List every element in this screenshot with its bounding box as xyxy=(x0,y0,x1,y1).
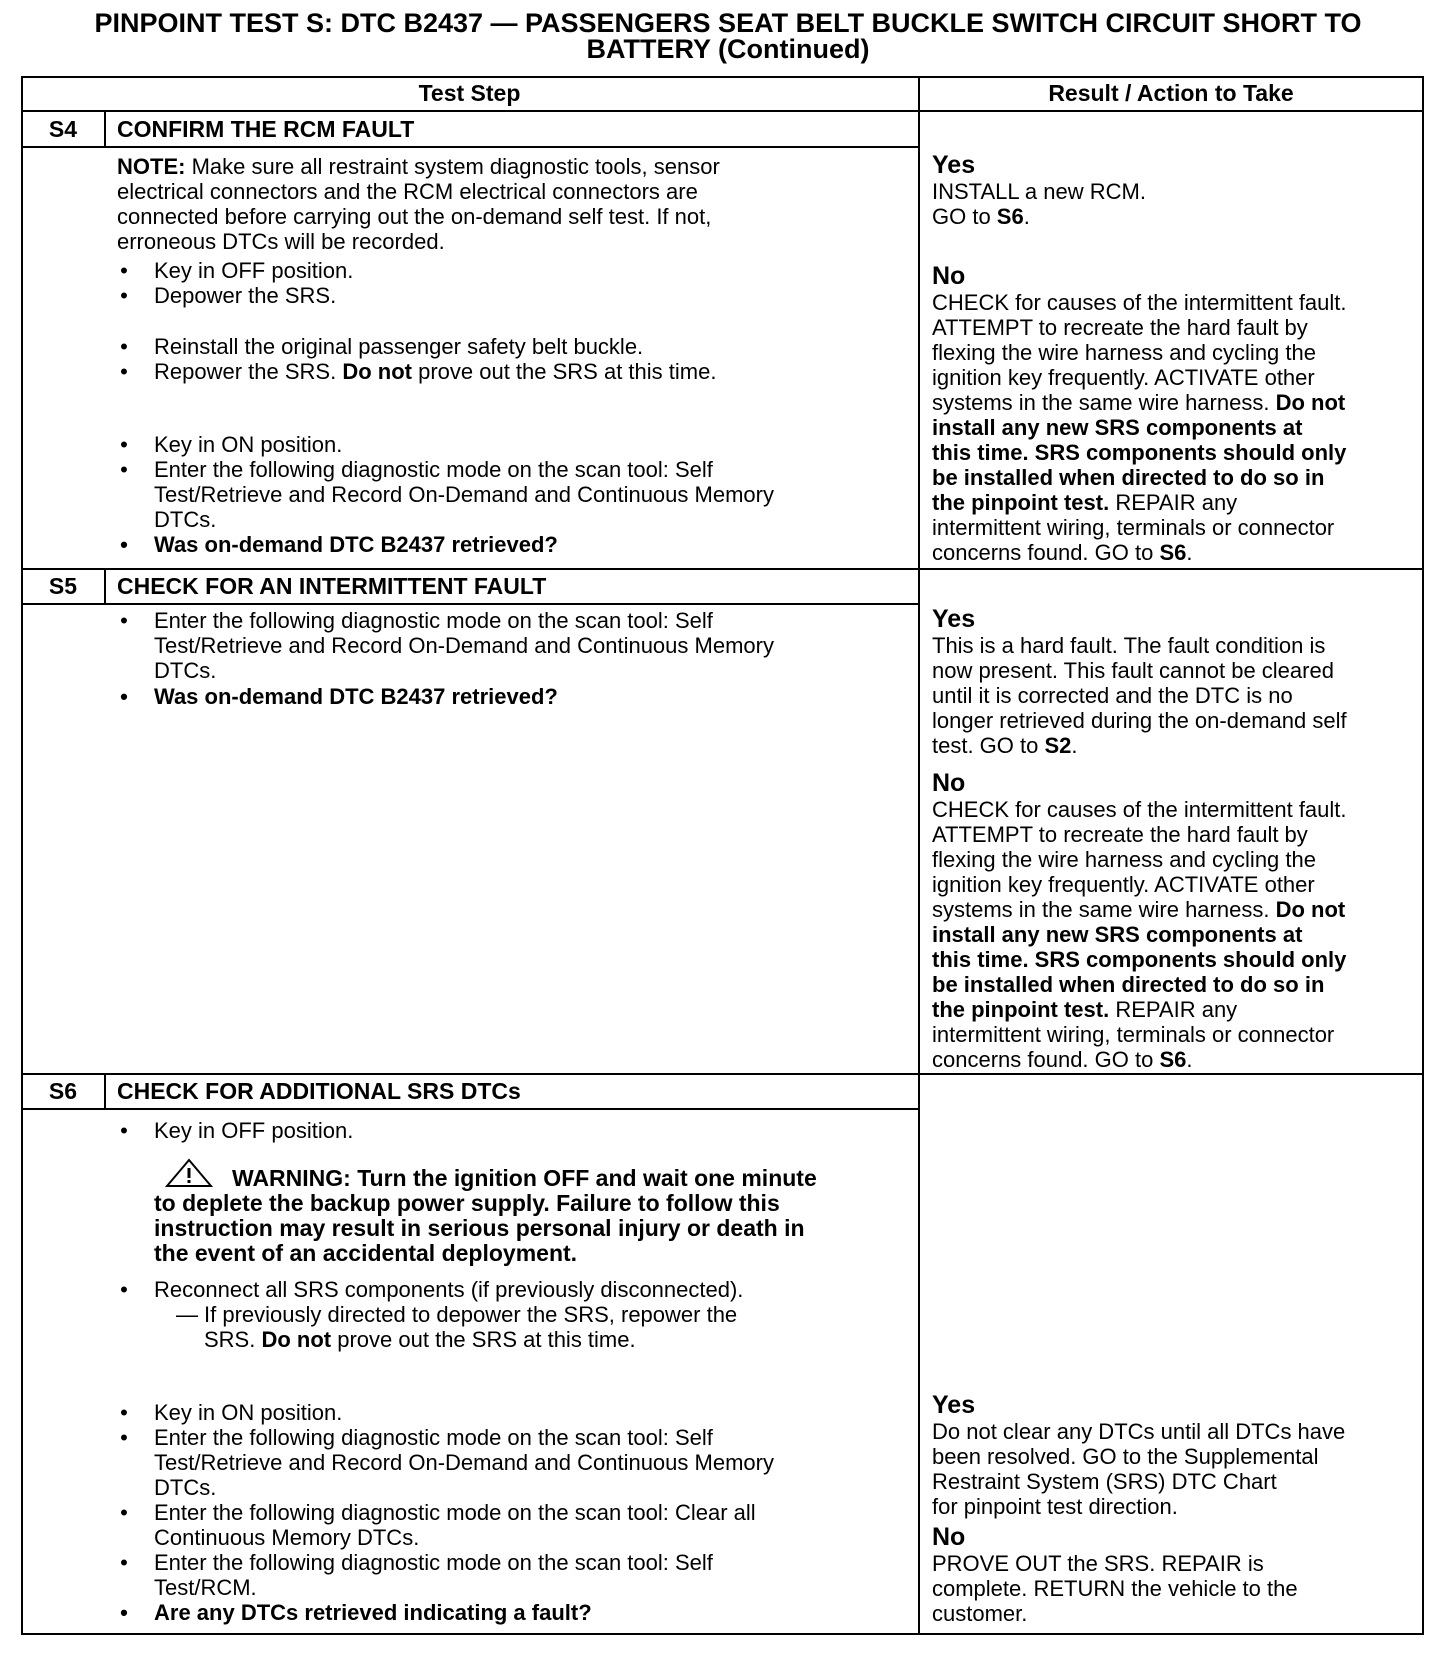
s6-id-divider xyxy=(104,1073,106,1110)
step-id-s6: S6 xyxy=(48,1078,78,1104)
s5-yes-line4: longer retrieved during the on-demand self xyxy=(932,708,1347,733)
s6-yes-line3: Restraint System (SRS) DTC Chart xyxy=(932,1469,1277,1494)
s5-yes-label: Yes xyxy=(932,605,976,633)
bullet: • xyxy=(120,457,128,482)
goto-period: . xyxy=(1186,540,1193,565)
s6-step-enter-mode-clear xyxy=(154,1500,894,1550)
s6-b4-line3: DTCs. xyxy=(154,1475,217,1500)
s5-yes-text xyxy=(932,633,1422,758)
s4-no-line2: ATTEMPT to recreate the hard fault by xyxy=(932,315,1308,340)
s6-warning-line2: to deplete the backup power supply. Failure to follow this xyxy=(154,1190,780,1216)
s5-enter-mode-line1: Enter the following diagnostic mode on the scan tool: Self xyxy=(154,608,713,633)
s5-no-line9-bold: the pinpoint test. xyxy=(932,997,1110,1022)
s5-no-line1: CHECK for causes of the intermittent fault. xyxy=(932,797,1347,822)
s5-id-divider xyxy=(104,568,106,605)
note-text-2: electrical connectors and the RCM electrical connectors are xyxy=(117,179,698,204)
s4-no-line11 xyxy=(932,540,1422,565)
s6-substep-line2-rest: prove out the SRS at this time. xyxy=(331,1327,636,1352)
s5-question: Was on-demand DTC B2437 retrieved? xyxy=(154,684,558,709)
goto-step-s2: S2 xyxy=(1044,733,1072,758)
s6-b4-line2: Test/Retrieve and Record On-Demand and Continuous Memory xyxy=(154,1450,774,1475)
s6-no-label: No xyxy=(932,1523,966,1551)
s5-no-line11-text: concerns found. GO to xyxy=(932,1047,1160,1072)
goto-step-s6: S6 xyxy=(1159,540,1187,565)
s5-yes-line5-text: test. GO to xyxy=(932,733,1045,758)
s6-no-line2: complete. RETURN the vehicle to the xyxy=(932,1576,1298,1601)
s6-row-divider xyxy=(21,1073,1424,1075)
step-title-s6: CHECK FOR ADDITIONAL SRS DTCs xyxy=(117,1078,521,1104)
s4-no-line8: be installed when directed to do so in xyxy=(932,465,1325,490)
s5-no-line5-text: systems in the same wire harness. xyxy=(932,897,1276,922)
goto-step-s6: S6 xyxy=(996,204,1024,229)
s5-no-line8: be installed when directed to do so in xyxy=(932,972,1325,997)
page-title-line1: PINPOINT TEST S: DTC B2437 — PASSENGERS SEAT BELT BUCKLE SWITCH CIRCUIT SHORT TO xyxy=(94,8,1362,38)
s4-no-label: No xyxy=(932,262,966,290)
header-divider xyxy=(21,110,1424,112)
s5-yes-line3: until it is corrected and the DTC is no xyxy=(932,683,1293,708)
s5-row-divider xyxy=(21,568,1424,570)
s5-enter-mode-line2: Test/Retrieve and Record On-Demand and Continuous Memory xyxy=(154,633,774,658)
column-divider xyxy=(918,76,920,1635)
s6-substep-repower xyxy=(204,1302,904,1352)
s5-yes-line1: This is a hard fault. The fault condition is xyxy=(932,633,1326,658)
s4-repower-rest: prove out the SRS at this time. xyxy=(411,359,717,384)
goto-period: . xyxy=(1186,1047,1193,1072)
s6-yes-label: Yes xyxy=(932,1391,976,1419)
s4-step-key-off: Key in OFF position. xyxy=(154,258,354,283)
s4-no-line9 xyxy=(932,490,1422,515)
s4-id-divider xyxy=(104,110,106,148)
s6-warning xyxy=(154,1166,914,1266)
bullet: • xyxy=(120,283,128,308)
s4-repower-do-not: Do not xyxy=(342,359,412,384)
s4-yes-goto xyxy=(932,204,1422,229)
goto-text: GO to xyxy=(932,204,997,229)
bullet: • xyxy=(120,532,128,557)
s6-b5-line2: Continuous Memory DTCs. xyxy=(154,1525,420,1550)
s6-substep-line2 xyxy=(204,1327,904,1352)
s6-b6-line1: Enter the following diagnostic mode on the scan tool: Self xyxy=(154,1550,713,1575)
s6-b6-line2: Test/RCM. xyxy=(154,1575,257,1600)
bullet: • xyxy=(120,1118,128,1143)
s4-no-line3: flexing the wire harness and cycling the xyxy=(932,340,1316,365)
s6-yes-line4: for pinpoint test direction. xyxy=(932,1494,1178,1519)
s6-step-enter-mode-self-test xyxy=(154,1425,894,1500)
s6-yes-line2: been resolved. GO to the Supplemental xyxy=(932,1444,1319,1469)
s6-b5-line1: Enter the following diagnostic mode on the scan tool: Clear all xyxy=(154,1500,756,1525)
s4-enter-mode-line1: Enter the following diagnostic mode on the scan tool: Self xyxy=(154,457,713,482)
s5-no-line3: flexing the wire harness and cycling the xyxy=(932,847,1316,872)
s5-enter-mode-line3: DTCs. xyxy=(154,658,217,683)
goto-step-s6: S6 xyxy=(1159,1047,1187,1072)
s5-no-line2: ATTEMPT to recreate the hard fault by xyxy=(932,822,1308,847)
s4-no-line6: install any new SRS components at xyxy=(932,415,1303,440)
bullet: • xyxy=(120,684,128,709)
bullet: • xyxy=(120,1277,128,1302)
s4-enter-mode-line3: DTCs. xyxy=(154,507,217,532)
bullet: • xyxy=(120,1500,128,1525)
s4-no-line5-text: systems in the same wire harness. xyxy=(932,390,1276,415)
s4-step-enter-mode xyxy=(154,457,894,532)
s6-step-key-on: Key in ON position. xyxy=(154,1400,343,1425)
note-label: NOTE: xyxy=(117,154,186,179)
step-id-s5: S5 xyxy=(48,573,78,599)
s4-step-depower: Depower the SRS. xyxy=(154,283,337,308)
s4-no-line5-bold: Do not xyxy=(1275,390,1346,415)
s6-yes-text xyxy=(932,1419,1422,1519)
s6-yes-line1: Do not clear any DTCs until all DTCs have xyxy=(932,1419,1346,1444)
s5-yes-line2: now present. This fault cannot be cleared xyxy=(932,658,1334,683)
s6-no-text xyxy=(932,1551,1422,1626)
s6-step-key-off: Key in OFF position. xyxy=(154,1118,354,1143)
s6-title-underline xyxy=(21,1108,918,1110)
s5-no-line11 xyxy=(932,1047,1422,1072)
header-result-action: Result / Action to Take xyxy=(1048,80,1294,106)
bullet: • xyxy=(120,1425,128,1450)
s4-note-line1 xyxy=(117,154,907,179)
header-test-step: Test Step xyxy=(418,80,521,106)
s6-substep-do-not: Do not xyxy=(261,1327,332,1352)
s5-no-line7: this time. SRS components should only xyxy=(932,947,1347,972)
bullet: • xyxy=(120,1550,128,1575)
bullet: • xyxy=(120,1600,128,1625)
goto-period: . xyxy=(1023,204,1030,229)
s6-step-enter-mode-rcm xyxy=(154,1550,894,1600)
s4-no-line9-text: REPAIR any xyxy=(1109,490,1238,515)
s5-no-line9 xyxy=(932,997,1422,1022)
s4-step-reinstall: Reinstall the original passenger safety belt buckle. xyxy=(154,334,644,359)
page-title-line2: BATTERY (Continued) xyxy=(586,34,870,64)
bullet: • xyxy=(120,258,128,283)
s4-step-repower xyxy=(154,359,716,384)
s6-warning-line3: instruction may result in serious personal injury or death in xyxy=(154,1215,805,1241)
sub-step-dash: — xyxy=(176,1302,198,1327)
s6-substep-line1: If previously directed to depower the SRS, repower the xyxy=(204,1302,738,1327)
s5-no-line6: install any new SRS components at xyxy=(932,922,1303,947)
s5-yes-line5 xyxy=(932,733,1422,758)
s5-no-line10: intermittent wiring, terminals or connector xyxy=(932,1022,1335,1047)
s4-no-line7: this time. SRS components should only xyxy=(932,440,1347,465)
bullet: • xyxy=(120,1400,128,1425)
step-title-s4: CONFIRM THE RCM FAULT xyxy=(117,116,415,142)
s6-b4-line1: Enter the following diagnostic mode on the scan tool: Self xyxy=(154,1425,713,1450)
s4-question: Was on-demand DTC B2437 retrieved? xyxy=(154,532,558,557)
s6-warning-line4: the event of an accidental deployment. xyxy=(154,1240,578,1266)
s4-no-line4: ignition key frequently. ACTIVATE other xyxy=(932,365,1315,390)
bullet: • xyxy=(120,432,128,457)
s5-no-text xyxy=(932,797,1422,1072)
s4-enter-mode-line2: Test/Retrieve and Record On-Demand and Continuous Memory xyxy=(154,482,774,507)
note-text-3: connected before carrying out the on-demand self test. If not, xyxy=(117,204,712,229)
s5-step-enter-mode xyxy=(154,608,894,683)
s5-no-line5 xyxy=(932,897,1422,922)
s5-no-line5-bold: Do not xyxy=(1275,897,1346,922)
s5-no-line9-text: REPAIR any xyxy=(1109,997,1238,1022)
bullet: • xyxy=(120,359,128,384)
s4-repower-text: Repower the SRS. xyxy=(154,359,343,384)
s6-question: Are any DTCs retrieved indicating a fault? xyxy=(154,1600,592,1625)
step-title-s5: CHECK FOR AN INTERMITTENT FAULT xyxy=(117,573,547,599)
s6-no-line3: customer. xyxy=(932,1601,1028,1626)
s4-no-line9-bold: the pinpoint test. xyxy=(932,490,1110,515)
s6-substep-line2-text: SRS. xyxy=(204,1327,262,1352)
s4-yes-label: Yes xyxy=(932,151,976,179)
step-id-s4: S4 xyxy=(48,116,78,142)
s4-no-line11-text: concerns found. GO to xyxy=(932,540,1160,565)
note-text-1: Make sure all restraint system diagnostic tools, sensor xyxy=(185,154,720,179)
note-text-4: erroneous DTCs will be recorded. xyxy=(117,229,445,254)
bullet: • xyxy=(120,334,128,359)
bullet: • xyxy=(120,608,128,633)
s4-step-key-on: Key in ON position. xyxy=(154,432,343,457)
s4-no-line1: CHECK for causes of the intermittent fault. xyxy=(932,290,1347,315)
s4-title-underline xyxy=(21,146,918,148)
s5-no-label: No xyxy=(932,769,966,797)
page-title xyxy=(0,10,1456,62)
s4-no-line5 xyxy=(932,390,1422,415)
s4-no-line10: intermittent wiring, terminals or connector xyxy=(932,515,1335,540)
s5-no-line4: ignition key frequently. ACTIVATE other xyxy=(932,872,1315,897)
s6-step-reconnect: Reconnect all SRS components (if previously disconnected). xyxy=(154,1277,744,1302)
s6-no-line1: PROVE OUT the SRS. REPAIR is xyxy=(932,1551,1264,1576)
s5-title-underline xyxy=(21,603,918,605)
s4-note xyxy=(117,154,907,254)
goto-period: . xyxy=(1071,733,1078,758)
s4-yes-install: INSTALL a new RCM. xyxy=(932,179,1146,204)
s6-warning-line1: WARNING: Turn the ignition OFF and wait one minute xyxy=(232,1165,817,1191)
s4-yes-text xyxy=(932,179,1422,229)
s4-no-text xyxy=(932,290,1422,565)
